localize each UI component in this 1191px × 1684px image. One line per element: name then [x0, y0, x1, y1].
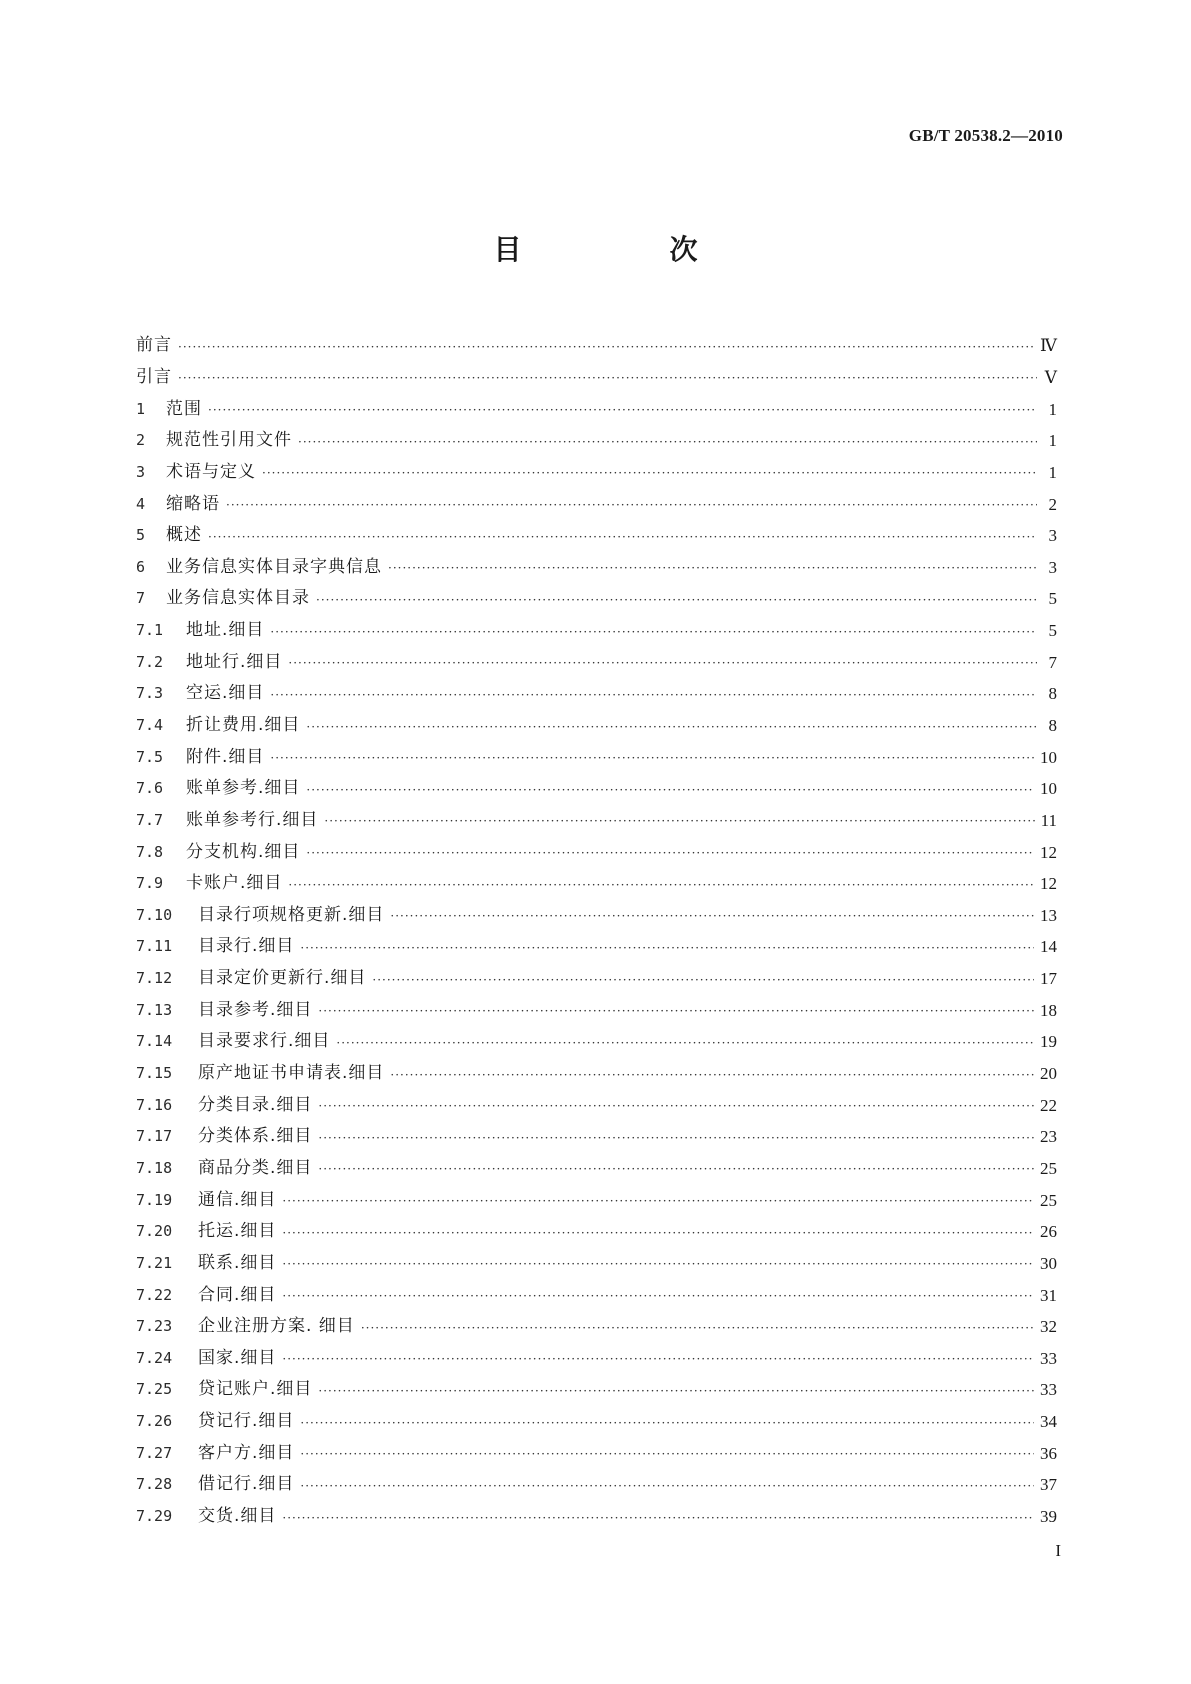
toc-entry-number: 7.21: [136, 1253, 173, 1272]
toc-entry-page: 1: [1048, 431, 1057, 451]
toc-entry[interactable]: [136, 931, 1057, 963]
toc-leader-dots: [390, 910, 1034, 922]
toc-leader-dots: [288, 879, 1034, 891]
toc-entry[interactable]: [136, 1153, 1057, 1185]
toc-entry-label: 通信.细目: [198, 1189, 277, 1210]
toc-entry-number: 7.10: [136, 905, 173, 924]
toc-entry-label: 附件.细目: [186, 746, 265, 767]
toc-leader-dots: [318, 1385, 1034, 1397]
toc-leader-dots: [298, 436, 1037, 448]
toc-entry-page: 2: [1048, 494, 1057, 514]
toc-leader-dots: [388, 562, 1037, 574]
toc-entry[interactable]: [136, 362, 1057, 394]
toc-entry-label: 术语与定义: [166, 461, 256, 482]
toc-entry-number: 7.22: [136, 1285, 173, 1304]
toc-leader-dots: [300, 942, 1034, 954]
toc-entry[interactable]: [136, 741, 1057, 773]
toc-entry[interactable]: [136, 551, 1057, 583]
toc-leader-dots: [208, 404, 1037, 416]
toc-entry[interactable]: [136, 1437, 1057, 1469]
toc-leader-dots: [324, 815, 1034, 827]
toc-entry-label: 地址行.细目: [186, 651, 283, 672]
toc-entry-page: 25: [1040, 1158, 1057, 1178]
toc-entry-number: 7.25: [136, 1380, 173, 1399]
toc-entry[interactable]: [136, 900, 1057, 932]
toc-entry[interactable]: [136, 678, 1057, 710]
toc-entry[interactable]: [136, 1343, 1057, 1375]
toc-entry-label: 空运.细目: [186, 683, 265, 704]
toc-leader-dots: [336, 1037, 1034, 1049]
toc-entry-page: 31: [1040, 1285, 1057, 1305]
toc-entry[interactable]: [136, 520, 1057, 552]
toc-entry[interactable]: [136, 710, 1057, 742]
toc-leader-dots: [270, 689, 1037, 701]
toc-entry-page: 11: [1040, 810, 1057, 830]
toc-entry-number: 7.1: [136, 621, 164, 640]
toc-entry-number: 7.29: [136, 1507, 173, 1526]
toc-leader-dots: [300, 1448, 1034, 1460]
toc-entry-label: 分类目录.细目: [198, 1094, 313, 1115]
toc-entry-number: 5: [136, 526, 146, 545]
toc-entry-page: 18: [1040, 1000, 1057, 1020]
toc-leader-dots: [361, 1322, 1034, 1334]
toc-entry-page: 33: [1040, 1348, 1057, 1368]
toc-entry[interactable]: [136, 1184, 1057, 1216]
toc-leader-dots: [318, 1100, 1034, 1112]
toc-entry-label: 业务信息实体目录: [166, 588, 310, 609]
toc-entry[interactable]: [136, 1469, 1057, 1501]
toc-entry[interactable]: [136, 615, 1057, 647]
toc-entry-number: 7.28: [136, 1475, 173, 1494]
toc-leader-dots: [318, 1163, 1034, 1175]
toc-entry-number: 3: [136, 462, 146, 481]
toc-leader-dots: [270, 626, 1037, 638]
toc-entry[interactable]: [136, 1058, 1057, 1090]
toc-entry-number: 7.16: [136, 1095, 173, 1114]
toc-entry-page: 12: [1040, 874, 1057, 894]
toc-entry-page: 23: [1040, 1127, 1057, 1147]
toc-entry[interactable]: [136, 868, 1057, 900]
toc-entry[interactable]: [136, 457, 1057, 489]
toc-entry-page: 33: [1040, 1380, 1057, 1400]
toc-entry[interactable]: [136, 1026, 1057, 1058]
toc-entry-number: 7.23: [136, 1317, 173, 1336]
toc-entry-number: 7.12: [136, 969, 173, 988]
page-title: 目 次: [493, 233, 758, 266]
toc-entry[interactable]: [136, 1121, 1057, 1153]
toc-entry[interactable]: [136, 488, 1057, 520]
toc-entry-page: 39: [1040, 1507, 1057, 1527]
toc-leader-dots: [208, 531, 1037, 543]
standard-code: GB/T 20538.2—2010: [908, 126, 1063, 145]
toc-leader-dots: [318, 1132, 1034, 1144]
toc-entry-label: 折让费用.细目: [186, 715, 301, 735]
toc-leader-dots: [282, 1353, 1034, 1365]
toc-leader-dots: [282, 1290, 1034, 1302]
toc-entry-number: 7.19: [136, 1190, 173, 1209]
toc-leader-dots: [306, 784, 1034, 796]
toc-entry-number: 7.14: [136, 1032, 173, 1051]
toc-entry[interactable]: [136, 1279, 1057, 1311]
toc-entry-page: 34: [1040, 1412, 1057, 1432]
toc-entry[interactable]: [136, 1216, 1057, 1248]
toc-entry[interactable]: [136, 805, 1057, 837]
toc-entry-number: 6: [136, 557, 146, 576]
toc-entry-number: 7: [136, 589, 146, 608]
toc-entry[interactable]: [136, 393, 1057, 425]
toc-leader-dots: [178, 372, 1037, 384]
toc-entry-number: 7.7: [136, 810, 164, 829]
toc-entry-number: 7.24: [136, 1348, 173, 1367]
toc-entry-page: 1: [1048, 462, 1057, 482]
toc-entry-page: Ⅳ: [1040, 336, 1057, 356]
toc-entry-page: 1: [1048, 399, 1057, 419]
toc-entry[interactable]: [136, 963, 1057, 995]
toc-entry-label: 目录定价更新行.细目: [198, 968, 367, 989]
toc-leader-dots: [300, 1480, 1034, 1492]
toc-entry-page: 10: [1040, 747, 1057, 767]
toc-entry[interactable]: [136, 646, 1057, 678]
toc-entry-number: 7.27: [136, 1443, 173, 1462]
toc-entry-number: 7.11: [136, 937, 173, 956]
toc-entry-label: 范围: [166, 398, 202, 419]
toc-entry-page: 8: [1048, 716, 1057, 735]
toc-entry[interactable]: [136, 773, 1057, 805]
toc-entry-label: 贷记行.细目: [198, 1411, 295, 1432]
toc-leader-dots: [178, 341, 1034, 353]
toc-entry-page: 10: [1040, 779, 1057, 799]
toc-entry-page: 22: [1040, 1095, 1057, 1115]
toc-entry[interactable]: [136, 1311, 1057, 1343]
toc-entry-page: 25: [1040, 1190, 1057, 1210]
toc-entry-label: 原产地证书申请表.细目: [198, 1063, 385, 1084]
toc-entry[interactable]: [136, 1374, 1057, 1406]
toc-leader-dots: [318, 1005, 1034, 1017]
toc-entry-label: 地址.细目: [186, 620, 265, 641]
toc-entry-number: 7.13: [136, 1000, 173, 1019]
toc-entry-page: 20: [1040, 1064, 1057, 1084]
toc-leader-dots: [270, 752, 1034, 764]
toc-entry-label: 业务信息实体目录字典信息: [166, 556, 382, 577]
toc-entry-page: 37: [1040, 1475, 1057, 1495]
toc-leader-dots: [282, 1195, 1034, 1207]
toc-entry-page: 5: [1048, 621, 1057, 641]
toc-entry[interactable]: [136, 1248, 1057, 1280]
toc-leader-dots: [372, 974, 1034, 986]
toc-entry-number: 7.15: [136, 1064, 173, 1083]
toc-entry[interactable]: [136, 583, 1057, 615]
toc-entry-page: 13: [1040, 905, 1057, 925]
toc-entry-page: 26: [1040, 1222, 1057, 1242]
toc-entry-number: 4: [136, 494, 146, 513]
toc-entry-page: 3: [1048, 526, 1057, 546]
toc-entry-label: 概述: [166, 525, 202, 546]
toc-leader-dots: [288, 657, 1037, 669]
toc-leader-dots: [316, 594, 1037, 606]
toc-entry-page: 30: [1040, 1253, 1057, 1273]
toc-entry-label: 账单参考.细目: [186, 778, 301, 799]
toc-leader-dots: [282, 1258, 1034, 1270]
toc-entry-page: Ⅴ: [1044, 367, 1057, 387]
toc-entry-label: 合同.细目: [198, 1284, 277, 1305]
toc-entry-label: 目录要求行.细目: [198, 1031, 331, 1052]
toc-leader-dots: [282, 1512, 1034, 1524]
toc-entry-label: 企业注册方案. 细目: [198, 1316, 355, 1337]
toc-leader-dots: [282, 1227, 1034, 1239]
toc-entry-page: 7: [1048, 652, 1057, 672]
table-of-contents: [136, 330, 1057, 1532]
toc-entry-page: 17: [1040, 969, 1057, 989]
toc-leader-dots: [262, 467, 1037, 479]
toc-entry-label: 托运.细目: [198, 1221, 277, 1242]
toc-entry-page: 3: [1048, 557, 1057, 577]
toc-entry-label: 联系.细目: [198, 1252, 277, 1273]
toc-entry-number: 7.9: [136, 874, 164, 893]
toc-entry-label: 商品分类.细目: [198, 1157, 313, 1178]
toc-entry[interactable]: [136, 1406, 1057, 1438]
toc-entry-page: 19: [1040, 1032, 1057, 1052]
toc-leader-dots: [300, 1417, 1034, 1429]
toc-entry-label: 账单参考行.细目: [186, 809, 319, 830]
toc-leader-dots: [306, 847, 1034, 859]
toc-entry-label: 缩略语: [166, 493, 220, 514]
toc-entry-number: 1: [136, 399, 146, 418]
toc-entry-number: 7.8: [136, 842, 164, 861]
toc-entry-number: 7.18: [136, 1158, 173, 1177]
toc-entry-number: 7.5: [136, 747, 164, 766]
toc-entry-label: 目录参考.细目: [198, 999, 313, 1020]
toc-entry-label: 借记行.细目: [198, 1474, 295, 1495]
toc-entry-label: 前言: [136, 335, 172, 356]
toc-entry-page: 5: [1048, 589, 1057, 609]
toc-entry-label: 分支机构.细目: [186, 841, 301, 862]
toc-entry-label: 分类体系.细目: [198, 1126, 313, 1147]
toc-entry[interactable]: [136, 1501, 1057, 1533]
toc-entry-number: 7.2: [136, 652, 164, 671]
toc-entry-page: 32: [1040, 1317, 1057, 1337]
page-number: I: [1055, 1541, 1061, 1560]
toc-entry-page: 8: [1048, 684, 1057, 704]
toc-entry[interactable]: [136, 994, 1057, 1026]
toc-entry-page: 14: [1040, 937, 1057, 957]
toc-entry-page: 36: [1040, 1443, 1057, 1463]
toc-entry-number: 2: [136, 431, 146, 450]
toc-entry-number: 7.26: [136, 1412, 173, 1431]
toc-entry-label: 交货.细目: [198, 1506, 277, 1527]
toc-entry[interactable]: [136, 836, 1057, 868]
toc-entry-number: 7.6: [136, 779, 164, 798]
toc-leader-dots: [390, 1069, 1034, 1081]
toc-entry-number: 7.17: [136, 1127, 173, 1146]
toc-entry[interactable]: [136, 330, 1057, 362]
toc-entry-label: 引言: [136, 366, 172, 387]
toc-entry-label: 目录行.细目: [198, 936, 295, 957]
toc-entry-label: 卡账户.细目: [186, 873, 283, 894]
toc-entry-label: 规范性引用文件: [166, 430, 292, 451]
toc-entry-label: 客户方.细目: [198, 1442, 295, 1463]
toc-entry-number: 7.4: [136, 716, 164, 734]
toc-leader-dots: [226, 499, 1037, 511]
toc-entry[interactable]: [136, 1089, 1057, 1121]
toc-entry-label: 目录行项规格更新.细目: [198, 904, 385, 925]
toc-entry-label: 贷记账户.细目: [198, 1379, 313, 1400]
toc-entry-page: 12: [1040, 842, 1057, 862]
toc-entry-number: 7.3: [136, 684, 164, 703]
toc-entry[interactable]: [136, 425, 1057, 457]
toc-entry-number: 7.20: [136, 1222, 173, 1241]
toc-entry-label: 国家.细目: [198, 1347, 277, 1368]
toc-leader-dots: [306, 721, 1037, 733]
